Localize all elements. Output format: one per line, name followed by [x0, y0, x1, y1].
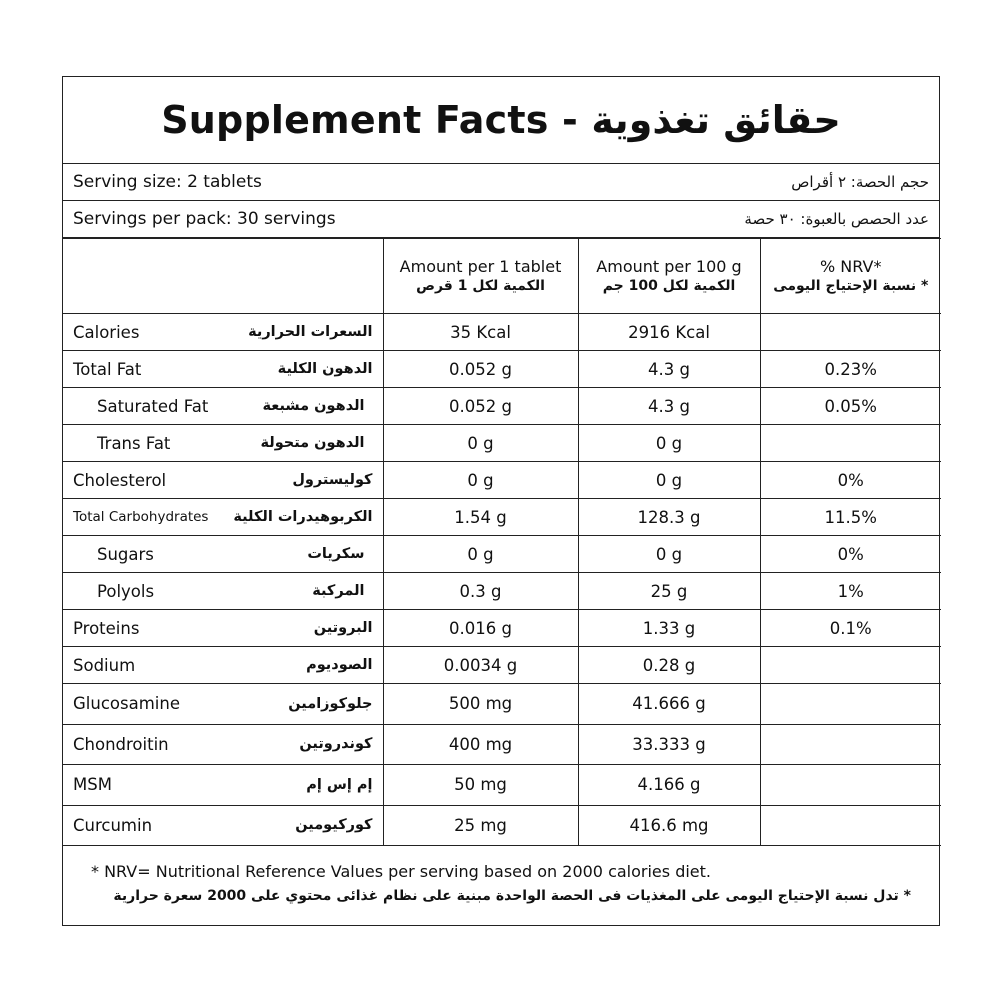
table-row-calories: Calories السعرات الحرارية 35 Kcal 2916 Kcal [63, 314, 941, 351]
table-row-curcumin: Curcumin كوركيومين 25 mg 416.6 mg [63, 805, 941, 846]
table-row-trans-fat: Trans Fat الدهون متحولة 0 g 0 g [63, 425, 941, 462]
header-nutrient [63, 239, 383, 314]
table-row-sugars: Sugars سكريات 0 g 0 g 0% [63, 536, 941, 573]
serving-size-en: Serving size: 2 tablets [73, 172, 262, 192]
supplement-facts-label [62, 76, 940, 926]
table-row-proteins: Proteins البروتين 0.016 g 1.33 g 0.1% [63, 610, 941, 647]
servings-per-pack-en: Servings per pack: 30 servings [73, 209, 336, 229]
footnote-ar: * تدل نسبة الإحتياج اليومى على المغذيات فى الحصة الواحدة مبنية على نظام غذائى محتوي على 2000 سعرة حرارية [113, 887, 911, 904]
table-row-sodium: Sodium الصوديوم 0.0034 g 0.28 g [63, 647, 941, 684]
header-nrv: % NRV* * نسبة الإحتياج اليومى [760, 239, 941, 314]
nutrition-table [63, 238, 941, 846]
servings-per-pack-row [63, 201, 939, 238]
table-row-polyols: Polyols المركبة 0.3 g 25 g 1% [63, 573, 941, 610]
table-row-total-fat: Total Fat الدهون الكلية 0.052 g 4.3 g 0.23% [63, 351, 941, 388]
table-row-total-carbohydrates: Total Carbohydrates الكربوهيدرات الكلية 1.54 g 128.3 g 11.5% [63, 499, 941, 536]
table-header-row [63, 239, 941, 314]
label-title: Supplement Facts - حقائق تغذوية [63, 77, 939, 164]
table-row-msm: MSM إم إس إم 50 mg 4.166 g [63, 765, 941, 806]
serving-size-ar: حجم الحصة: ٢ أقراص [791, 173, 929, 191]
header-per-tablet: Amount per 1 tablet الكمية لكل 1 قرص [383, 239, 578, 314]
footnote-en: * NRV= Nutritional Reference Values per serving based on 2000 calories diet. [91, 862, 711, 881]
table-row-chondroitin: Chondroitin كوندروتين 400 mg 33.333 g [63, 724, 941, 765]
nrv-footnote [63, 847, 939, 925]
header-per-100g: Amount per 100 g الكمية لكل 100 جم [578, 239, 760, 314]
table-row-saturated-fat: Saturated Fat الدهون مشبعة 0.052 g 4.3 g 0.05% [63, 388, 941, 425]
table-row-glucosamine: Glucosamine جلوكوزامين 500 mg 41.666 g [63, 684, 941, 725]
table-row-cholesterol: Cholesterol كوليسترول 0 g 0 g 0% [63, 462, 941, 499]
servings-per-pack-ar: عدد الحصص بالعبوة: ٣٠ حصة [744, 210, 929, 228]
serving-size-row [63, 164, 939, 201]
